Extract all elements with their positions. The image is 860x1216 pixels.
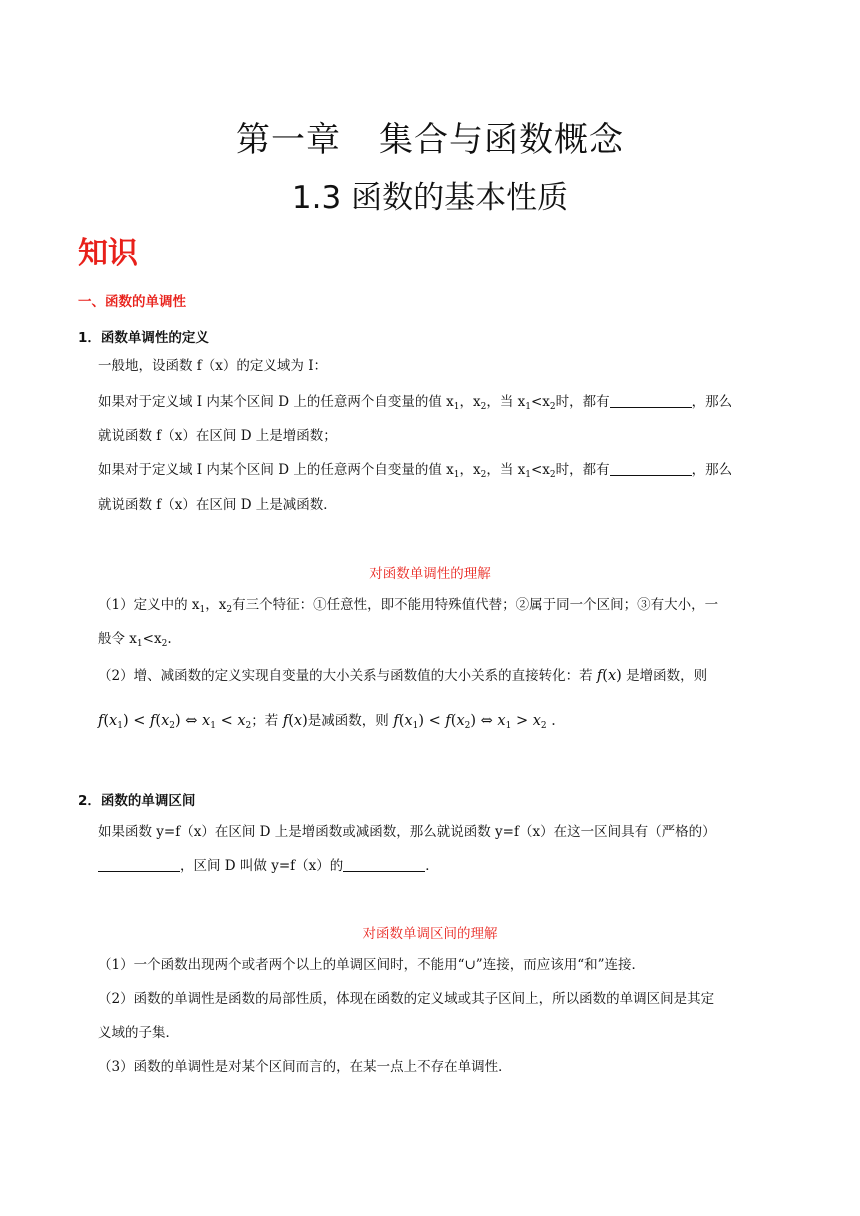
note2-p3: （3）函数的单调性是对某个区间而言的，在某一点上不存在单调性．	[98, 1059, 512, 1075]
note1-title: 对函数单调性的理解	[369, 566, 491, 582]
part1-heading: 一、函数的单调性	[78, 294, 186, 310]
note2-title: 对函数单调区间的理解	[362, 926, 498, 942]
answer-blank-increasing[interactable]	[610, 394, 692, 408]
note1-p1: （1）定义中的 $x_1$，$x_2$有三个特征：①任意性，即不能用特殊值代替；②属于同一个区间；③有大小，一	[98, 597, 719, 615]
answer-blank-monotonicity[interactable]	[98, 858, 180, 872]
sub1-line5: 就说函数 f（x）在区间 D 上是减函数．	[98, 497, 337, 513]
knowledge-heading: 知识	[78, 236, 138, 271]
sub1-heading: 1．函数单调性的定义	[78, 330, 209, 346]
sub2-line1: 如果函数 y=f（x）在区间 D 上是增函数或减函数，那么就说函数 y=f（x）在这一区间具有（严格的）	[98, 824, 716, 840]
sub1-line3: 就说函数 f（x）在区间 D 上是增函数；	[98, 428, 337, 444]
sub2-heading: 2．函数的单调区间	[78, 793, 196, 809]
note2-p2-cont: 义域的子集．	[98, 1025, 179, 1041]
note1-p2: （2）增、减函数的定义实现自变量的大小关系与函数值的大小关系的直接转化：若 f(x) 是增函数，则	[98, 668, 708, 684]
chapter-number: 第一章	[236, 120, 341, 160]
sub2-line2: ，区间 D 叫做 y=f（x）的 ．	[98, 857, 439, 875]
section-title: 1.3 函数的基本性质	[291, 180, 569, 216]
chapter-name: 集合与函数概念	[379, 120, 624, 160]
answer-blank-decreasing[interactable]	[610, 462, 692, 476]
sub1-line1: 一般地，设函数 f（x）的定义域为 I：	[98, 358, 328, 374]
answer-blank-interval[interactable]	[343, 858, 425, 872]
note1-p2-formula: $f(x_1) < f(x_2)$ ⇔ $x_1 < x_2$；若 f(x)是减函数，则 $f(x_1) < f(x_2)$ ⇔ $x_1 > x_2$ ．	[98, 713, 566, 731]
chapter-title	[0, 112, 860, 161]
sub1-line2: 如果对于定义域 I 内某个区间 D 上的任意两个自变量的值 $x_1$，$x_2$，当 $x_1<x_2$时，都有 ，那么	[98, 394, 733, 412]
note2-p1: （1）一个函数出现两个或者两个以上的单调区间时，不能用“∪”连接，而应该用“和”连接．	[98, 957, 646, 973]
sub1-line4: 如果对于定义域 I 内某个区间 D 上的任意两个自变量的值 $x_1$，$x_2$，当 $x_1<x_2$时，都有 ，那么	[98, 462, 733, 480]
note1-p1-cont: 般令 $x_1<x_2$.	[98, 631, 172, 649]
note2-p2: （2）函数的单调性是函数的局部性质，体现在函数的定义域或其子区间上，所以函数的单调区间是其定	[98, 991, 715, 1007]
